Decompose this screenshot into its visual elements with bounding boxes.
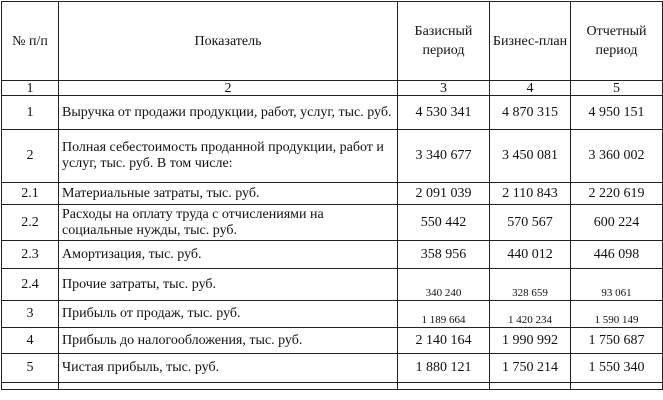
column-number-row [2, 81, 663, 96]
table-row [2, 269, 663, 301]
table-row [2, 183, 663, 205]
value-base: 550 442 [398, 205, 490, 241]
column-number: 4 [490, 81, 571, 96]
value-plan: 1 420 234 [490, 301, 571, 328]
row-label: Прочие затраты, тыс. руб. [59, 269, 398, 301]
value-base: 4 530 341 [398, 96, 490, 130]
row-index: 2.1 [2, 183, 59, 205]
value-plan: 2 110 843 [490, 183, 571, 205]
value-report: 1 550 340 [571, 354, 663, 383]
value-base: 2 091 039 [398, 183, 490, 205]
table-row-continuation [2, 383, 663, 390]
header-cell-report-period: Отчетный период [571, 2, 663, 81]
row-index: 1 [2, 96, 59, 130]
empty-cell [571, 383, 663, 390]
value-base: 1 189 664 [398, 301, 490, 328]
value-plan: 440 012 [490, 241, 571, 269]
row-label: Чистая прибыль, тыс. руб. [59, 354, 398, 383]
table-row [2, 130, 663, 183]
indicators-table [1, 1, 663, 390]
value-plan: 1 990 992 [490, 328, 571, 354]
empty-cell [2, 383, 59, 390]
value-report: 3 360 002 [571, 130, 663, 183]
value-report: 2 220 619 [571, 183, 663, 205]
table-row [2, 241, 663, 269]
value-base: 2 140 164 [398, 328, 490, 354]
value-report: 446 098 [571, 241, 663, 269]
row-label: Амортизация, тыс. руб. [59, 241, 398, 269]
header-cell-indicator: Показатель [59, 2, 398, 81]
header-cell-number: № п/п [2, 2, 59, 81]
row-index: 2.4 [2, 269, 59, 301]
row-index: 2.2 [2, 205, 59, 241]
value-base: 1 880 121 [398, 354, 490, 383]
value-base: 3 340 677 [398, 130, 490, 183]
row-label: Материальные затраты, тыс. руб. [59, 183, 398, 205]
table-row [2, 301, 663, 328]
value-report: 4 950 151 [571, 96, 663, 130]
value-report: 1 590 149 [571, 301, 663, 328]
header-cell-base-period: Базисный период [398, 2, 490, 81]
row-index: 5 [2, 354, 59, 383]
row-label: Полная себестоимость проданной продукции, работ и услуг, тыс. руб. В том числе: [59, 130, 398, 183]
table-header-row [2, 2, 663, 81]
value-base: 340 240 [398, 269, 490, 301]
column-number: 3 [398, 81, 490, 96]
row-index: 3 [2, 301, 59, 328]
header-cell-business-plan: Бизнес-план [490, 2, 571, 81]
empty-cell [398, 383, 490, 390]
empty-cell [59, 383, 398, 390]
value-plan: 3 450 081 [490, 130, 571, 183]
value-plan: 328 659 [490, 269, 571, 301]
row-label: Прибыль от продаж, тыс. руб. [59, 301, 398, 328]
column-number: 1 [2, 81, 59, 96]
value-base: 358 956 [398, 241, 490, 269]
table-row [2, 354, 663, 383]
column-number: 2 [59, 81, 398, 96]
value-plan: 4 870 315 [490, 96, 571, 130]
column-number: 5 [571, 81, 663, 96]
row-label: Расходы на оплату труда с отчислениями на социальные нужды, тыс. руб. [59, 205, 398, 241]
row-index: 2.3 [2, 241, 59, 269]
value-report: 93 061 [571, 269, 663, 301]
row-index: 2 [2, 130, 59, 183]
row-index: 4 [2, 328, 59, 354]
value-report: 1 750 687 [571, 328, 663, 354]
value-plan: 1 750 214 [490, 354, 571, 383]
value-report: 600 224 [571, 205, 663, 241]
row-label: Прибыль до налогообложения, тыс. руб. [59, 328, 398, 354]
table-row [2, 328, 663, 354]
row-label: Выручка от продажи продукции, работ, услуг, тыс. руб. [59, 96, 398, 130]
table-row [2, 205, 663, 241]
empty-cell [490, 383, 571, 390]
table-row [2, 96, 663, 130]
value-plan: 570 567 [490, 205, 571, 241]
